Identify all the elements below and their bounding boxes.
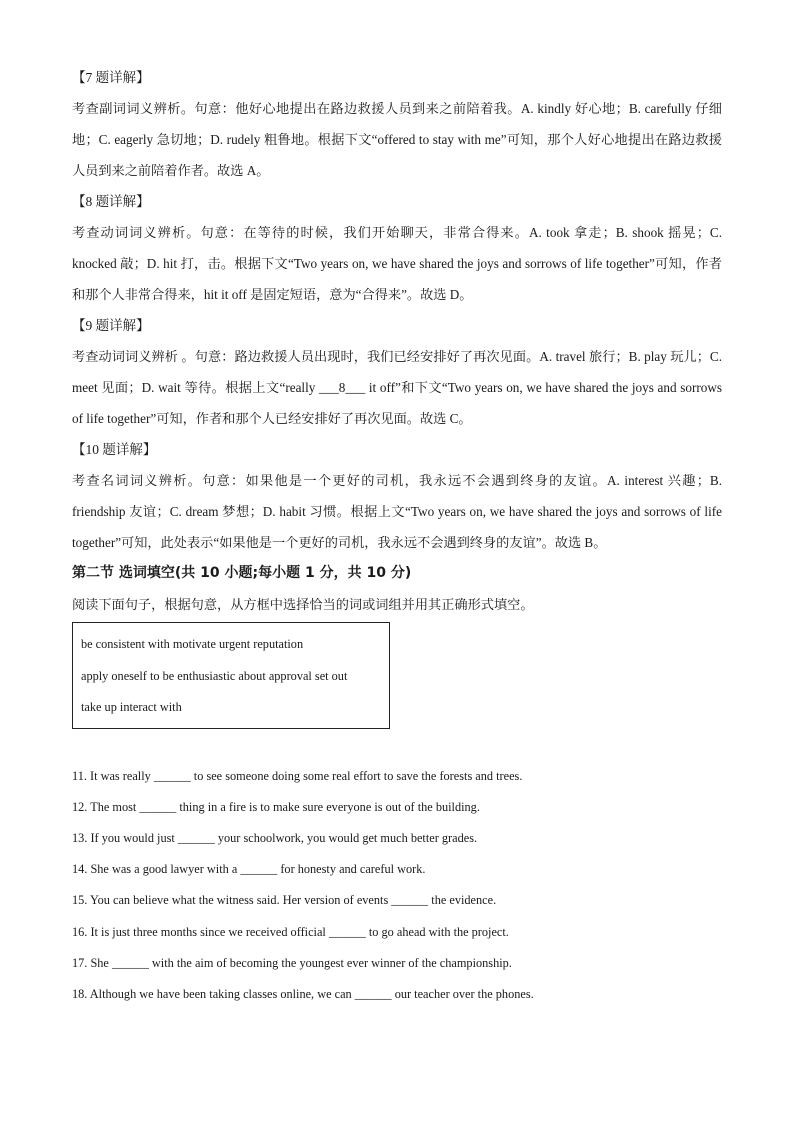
question-17: 17. She ______ with the aim of becoming the youngest ever winner of the championship.: [72, 955, 512, 970]
section-instruction: 阅读下面句子，根据句意，从方框中选择恰当的词或词组并用其正确形式填空。: [72, 597, 534, 612]
section-title: 第二节 选词填空(共 10 小题;每小题 1 分，共 10 分): [72, 565, 412, 581]
explanation-text-9: 考查动词词义辨析 。句意：路边救援人员出现时，我们已经安排好了再次见面。A. travel 旅行；B. play 玩儿；C. meet 见面；D. wait 等待。根据上文“really ___8___ it off”和下文“Two years on, we have shared the joys and sorrows of life together”可知，作者和那个人已经安排好了再次见面。故选 C。: [72, 349, 722, 426]
explanation-heading-7: 【7 题详解】: [72, 70, 150, 85]
word-bank-line: take up interact with: [81, 700, 182, 714]
explanation-heading-9: 【9 题详解】: [72, 318, 150, 333]
question-list: [72, 761, 722, 1011]
explanation-heading-8: 【8 题详解】: [72, 194, 150, 209]
word-bank-line: apply oneself to be enthusiastic about approval set out: [81, 668, 348, 683]
question-16: 16. It is just three months since we received official ______ to go ahead with the project.: [72, 924, 509, 939]
explanation-text-8: 考查动词词义辨析。句意：在等待的时候，我们开始聊天，非常合得来。A. took 拿走；B. shook 摇晃；C. knocked 敲；D. hit 打，击。根据下文“Two years on, we have shared the joys and sorrows of life together”可知，作者和那个人非常合得来，hit it off 是固定短语，意为“合得来”。故选 D。: [72, 225, 722, 302]
explanation-text-7: 考查副词词义辨析。句意：他好心地提出在路边救援人员到来之前陪着我。A. kindly 好心地；B. carefully 仔细地；C. eagerly 急切地；D. rudely 粗鲁地。根据下文“offered to stay with me”可知，那个人好心地提出在路边救援人员到来之前陪着作者。故选 A。: [72, 101, 722, 178]
question-13: 13. If you would just ______ your schoolwork, you would get much better grades.: [72, 830, 478, 845]
word-bank-line: be consistent with motivate urgent reputation: [81, 637, 304, 651]
question-12: 12. The most ______ thing in a fire is to make sure everyone is out of the building.: [72, 799, 480, 814]
question-15: 15. You can believe what the witness said. Her version of events ______ the evidence.: [72, 893, 497, 908]
document-page: [72, 62, 722, 1010]
explanation-heading-10: 【10 题详解】: [72, 442, 157, 457]
question-14: 14. She was a good lawyer with a ______ for honesty and careful work.: [72, 862, 426, 877]
word-bank-box: [72, 622, 390, 729]
explanation-text-10: 考查名词词义辨析。句意：如果他是一个更好的司机，我永远不会遇到终身的友谊。A. interest 兴趣；B. friendship 友谊；C. dream 梦想；D. habit 习惯。根据上文“Two years on, we have shared the joys and sorrows of life together”可知，此处表示“如果他是一个更好的司机，我永远不会遇到终身的友谊”。故选 B。: [72, 473, 722, 550]
question-18: 18. Although we have been taking classes online, we can ______ our teacher over the phones.: [72, 986, 534, 1001]
question-11: 11. It was really ______ to see someone doing some real effort to save the forests and trees.: [72, 768, 523, 783]
